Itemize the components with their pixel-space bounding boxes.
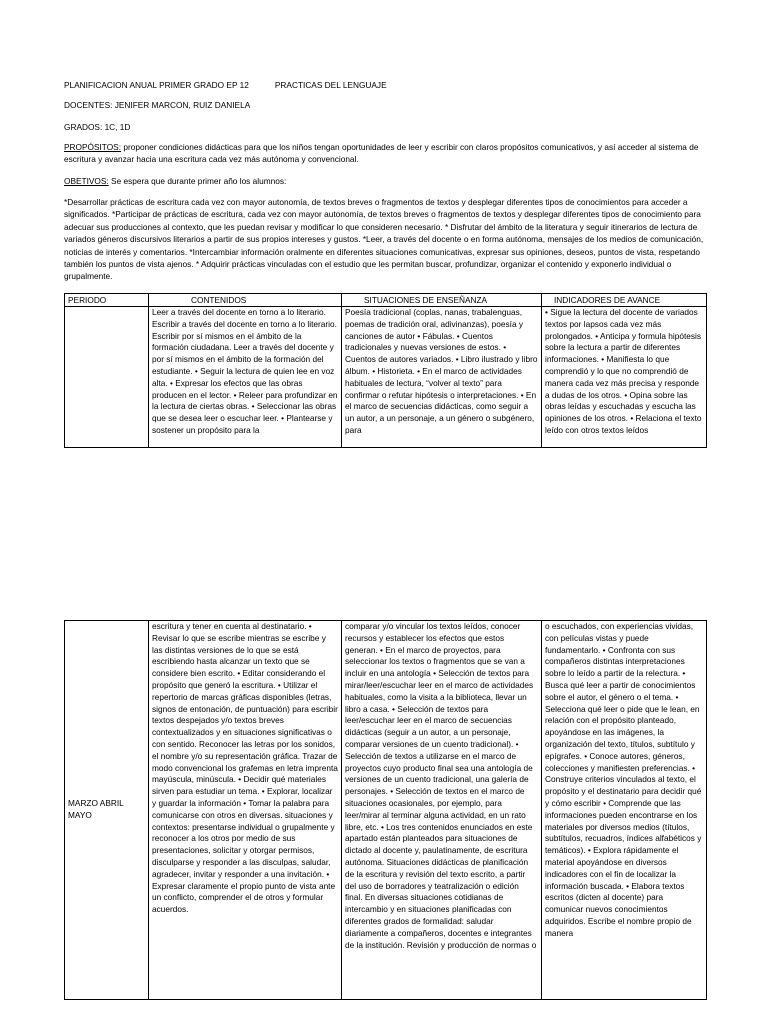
- purposes-label: PROPÓSITOS:: [64, 142, 122, 152]
- subject-text: PRACTICAS DEL LENGUAJE: [274, 80, 387, 90]
- cell-periodo: [65, 307, 149, 448]
- period-label: MARZO ABRIL MAYO: [68, 798, 124, 820]
- cell-periodo: [65, 621, 149, 1000]
- objectives-label: OBETIVOS:: [64, 176, 109, 186]
- purposes-paragraph: [64, 141, 706, 166]
- cell-periodo-text: [68, 307, 145, 447]
- cell-contenidos-text: escritura y tener en cuenta al destinatario. • Revisar lo que se escribe mientras se escribe y las distintas versiones de lo que se está escribiendo hasta alcanzar un texto que se considere bien escrito. • Editar considerando el propósito que generó la escritura. • Utilizar el repertorio de marcas gráficas disponibles (letras, signos de entonación, de puntuación) para escribir textos despejados y/o textos breves contextualizados y en situaciones significativas o con sentido. Reconocer las letras por los sonidos, el nombre y/o su representación gráfica. Trazar de modo convencional los grafemas en letra imprenta mayúscula, minúscula. • Decidir qué materiales sirven para estudiar un tema. • Explorar, localizar y guardar la información • Tomar la palabra para comunicarse con otros en diversas. situaciones y contextos: presentarse individual o grupalmente y reconocer a los otros por medio de sus presentaciones, solicitar y otorgar permisos, disculparse y responder a las disculpas, saludar, agradecer, invitar y responder a una invitación. • Expresar claramente el propio punto de vista ante un conflicto, comprender el de otros y formular acuerdos.: [152, 621, 338, 915]
- cell-contenidos-text: Leer a través del docente en torno a lo literario. Escribir a través del docente en torno a lo literario. Escribir por sí mismos en el ámbito de la formación ciudadana. Leer a través del docente y por sí mismos en el ámbito de la formación del estudiante. • Seguir la lectura de quien lee en voz alta. • Expresar los efectos que las obras producen en el lector. • Releer para profundizar en la lectura de ciertas obras. • Seleccionar las obras que se desea leer o escuchar leer. • Plantearse y sostener un propósito para la: [152, 307, 338, 435]
- table-row: [65, 307, 707, 448]
- cell-situaciones-text: Poesía tradicional (coplas, nanas, trabalenguas, poemas de tradición oral, adivinanzas), poesía y canciones de autor • Fábulas. • Cuentos tradicionales y nuevas versiones de estos. • Cuentos de autores variados. • Libro ilustrado y libro álbum. • Historieta. • En el marco de actividades habituales de lectura, “volver al texto” para confirmar o refutar hipótesis o interpretaciones. • En el marco de secuencias didácticas, como seguir a un autor, a un personaje, a un género o subgénero, para: [345, 307, 538, 435]
- cell-indicadores: [542, 307, 707, 448]
- header-periodo: PERIODO: [65, 294, 149, 307]
- title-text: PLANIFICACION ANUAL PRIMER GRADO EP 12: [64, 80, 249, 90]
- cell-situaciones: [342, 307, 542, 448]
- cell-contenidos: [149, 307, 342, 448]
- cell-contenidos: [149, 621, 342, 1000]
- purposes-text: proponer condiciones didácticas para que los niños tengan oportunidades de leer y escribir con claros propósitos comunicativos, y así acceder al sistema de escritura y avanzar hacia una escritura cada vez más autónoma y convencional.: [64, 142, 699, 165]
- objectives-paragraph: *Desarrollar prácticas de escritura cada vez con mayor autonomía, de textos breves o fragmentos de textos y desplegar diferentes tipos de conocimientos para acceder a significados. *Participar de prácticas de escritura, cada vez con mayor autonomía, de textos breves o fragmentos de textos y desplegar diferentes tipos de conocimiento para adecuar sus producciones al contexto, que les puedan revisar y modificar lo que consideren necesario. * Disfrutar del ámbito de la literatura y seguir itinerarios de lectura de variados géneros discursivos literarios a partir de sus propios intereses y gustos. *Leer, a través del docente o en forma autónoma, mensajes de los medios de comunicación, noticias de interés y comentarios. *Intercambiar información oralmente en diferentes situaciones comunicativas, expresar sus opiniones, deseos, puntos de vista, respetando también los puntos de vista ajenos. * Adquirir prácticas vinculadas con el estudio que les permitan buscar, profundizar, organizar el contenido y exponerlo individual o grupalmente.: [64, 197, 704, 282]
- header-contenidos: CONTENIDOS: [149, 294, 342, 307]
- document-title: [64, 80, 387, 91]
- table-row: [65, 621, 707, 1000]
- planning-table-page2: [64, 620, 707, 1000]
- header-situaciones: SITUACIONES DE ENSEÑANZA: [342, 294, 542, 307]
- teachers-line: DOCENTES: JENIFER MARCON, RUIZ DANIELA: [64, 100, 251, 110]
- objectives-intro: Se espera que durante primer año los alumnos:: [108, 176, 287, 186]
- planning-table-page1: [64, 293, 707, 448]
- cell-indicadores-text: o escuchados, con experiencias vividas, con películas vistas y puede fundamentarlo. • Confronta con sus compañeros distintas interpretaciones sobre lo leído a partir de la relectura. • Busca qué leer a partir de conocimientos sobre el autor, el género o el tema. • Selecciona qué leer o pide que le lean, en relación con el propósito planteado, apoyándose en las imágenes, la organización del texto, títulos, subtítulo y epígrafes. • Conoce autores, géneros, colecciones y manifiesten preferencias. • Construye criterios vinculados al texto, el propósito y el destinatario para decidir qué y cómo escribir • Comprende que las informaciones pueden encontrarse en los materiales por diversos medios (títulos, subtítulos, recuadros, índices alfabéticos y temáticos). • Explora rápidamente el material apoyándose en diversos indicadores con el fin de localizar la información buscada. • Elabora textos escritos (dicten al docente) para comunicar nuevos conocimientos adquiridos. Escribe el nombre propio de manera: [545, 621, 702, 938]
- table-header-row: [65, 294, 707, 307]
- header-indicadores: INDICADORES DE AVANCE: [542, 294, 707, 307]
- objectives-heading: [64, 175, 706, 187]
- cell-situaciones: [342, 621, 542, 1000]
- cell-situaciones-text: comparar y/o vincular los textos leídos, conocer recursos y establecer los efectos que estos generan. • En el marco de proyectos, para seleccionar los textos o fragmentos que se van a incluir en una antología • Selección de textos para mirar/leer/escuchar leer en el marco de actividades habituales, como la visita a la biblioteca, llevar un libro a casa. • Selección de textos para leer/escuchar leer en el marco de secuencias didácticas (seguir a un autor, a un personaje, comparar versiones de un cuento tradicional). • Selección de textos a utilizarse en el marco de proyectos cuyo producto final sea una antología de versiones de un cuento tradicional, una galería de personajes. • Selección de textos en el marco de situaciones ocasionales, por ejemplo, para leer/mirar al terminar alguna actividad, en un rato libre, etc. • Los tres contenidos enunciados en este apartado están planteados para situaciones de dictado al docente y, paulatinamente, de escritura autónoma. Situaciones didácticas de planificación de la escritura y revisión del texto escrito, a partir del uso de borradores y teatralización o edición final. En diversas situaciones cotidianas de intercambio y en situaciones planificadas con diferentes grados de formalidad: saludar diariamente a compañeros, docentes e integrantes de la institución. Revisión y producción de normas o: [345, 621, 537, 950]
- cell-indicadores-text: • Sigue la lectura del docente de variados textos por lapsos cada vez más prolongados. • Anticipa y formula hipótesis sobre la lectura a partir de diferentes informaciones. • Manifiesta lo que comprendió y lo que no comprendió de manera cada vez más precisa y responde a dudas de los otros. • Opina sobre las obras leídas y escuchadas y escucha las opiniones de los otros. • Relaciona el texto leído con otros textos leídos: [545, 307, 702, 435]
- grades-line: GRADOS: 1C, 1D: [64, 122, 131, 132]
- cell-indicadores: [542, 621, 707, 1000]
